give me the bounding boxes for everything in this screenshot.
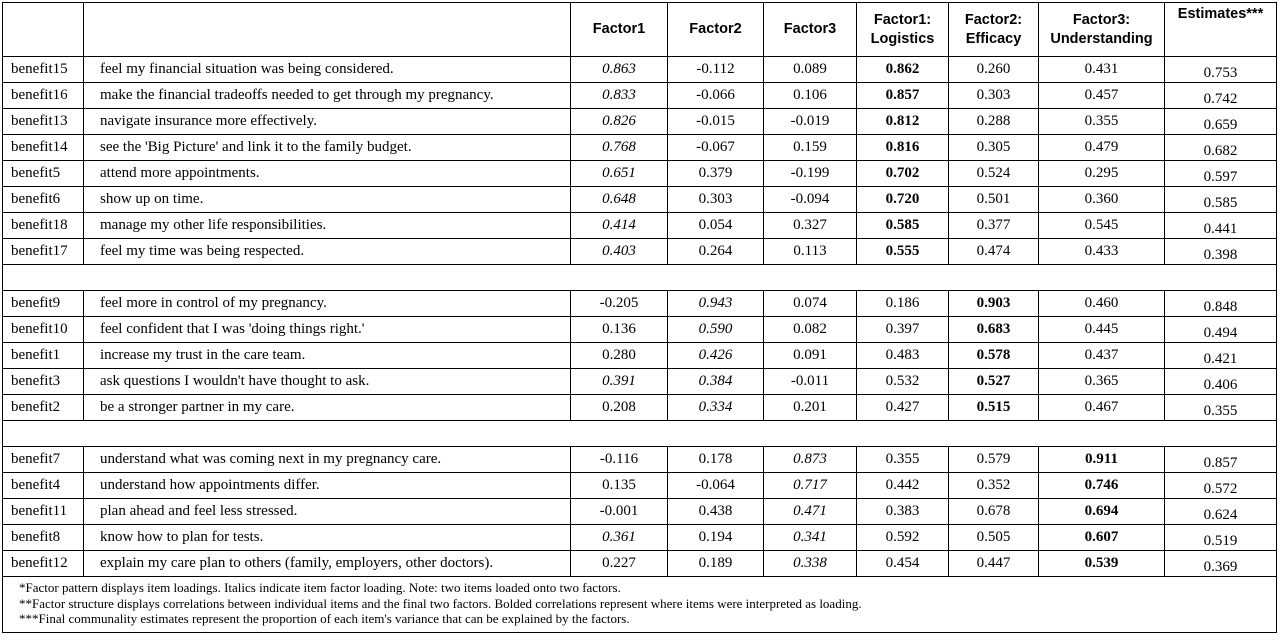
table-row xyxy=(3,499,1277,525)
structure-correlation-s1: 0.720 xyxy=(857,187,949,213)
structure-correlation-s2: 0.678 xyxy=(949,499,1039,525)
notes-row xyxy=(3,577,1277,633)
communality-estimate: 0.857 xyxy=(1165,447,1277,473)
pattern-loading-f1: 0.414 xyxy=(571,213,668,239)
item-id: benefit1 xyxy=(3,343,84,369)
item-id: benefit5 xyxy=(3,161,84,187)
structure-correlation-s3: 0.295 xyxy=(1039,161,1165,187)
pattern-loading-f3: -0.011 xyxy=(764,369,857,395)
pattern-loading-f1: 0.826 xyxy=(571,109,668,135)
header-item-cell xyxy=(84,3,571,57)
header-id-cell xyxy=(3,3,84,57)
structure-correlation-s3: 0.694 xyxy=(1039,499,1165,525)
item-text: feel confident that I was 'doing things right.' xyxy=(84,317,571,343)
pattern-loading-f3: -0.094 xyxy=(764,187,857,213)
structure-correlation-s2: 0.305 xyxy=(949,135,1039,161)
pattern-loading-f3: 0.338 xyxy=(764,551,857,577)
structure-correlation-s3: 0.437 xyxy=(1039,343,1165,369)
structure-correlation-s3: 0.365 xyxy=(1039,369,1165,395)
pattern-loading-f1: 0.403 xyxy=(571,239,668,265)
structure-correlation-s3: 0.360 xyxy=(1039,187,1165,213)
item-text: attend more appointments. xyxy=(84,161,571,187)
table-row xyxy=(3,161,1277,187)
header-estimates: Estimates*** xyxy=(1165,3,1277,57)
item-text: feel my financial situation was being considered. xyxy=(84,57,571,83)
item-id: benefit6 xyxy=(3,187,84,213)
pattern-loading-f1: 0.208 xyxy=(571,395,668,421)
group-separator-row xyxy=(3,421,1277,447)
pattern-loading-f2: -0.015 xyxy=(668,109,764,135)
structure-correlation-s1: 0.555 xyxy=(857,239,949,265)
item-id: benefit8 xyxy=(3,525,84,551)
pattern-loading-f1: 0.135 xyxy=(571,473,668,499)
header-structure1-line2: Logistics xyxy=(870,30,935,47)
item-text: ask questions I wouldn't have thought to ask. xyxy=(84,369,571,395)
structure-correlation-s2: 0.377 xyxy=(949,213,1039,239)
structure-correlation-s1: 0.592 xyxy=(857,525,949,551)
item-text: make the financial tradeoffs needed to get through my pregnancy. xyxy=(84,83,571,109)
structure-correlation-s3: 0.479 xyxy=(1039,135,1165,161)
communality-estimate: 0.572 xyxy=(1165,473,1277,499)
pattern-loading-f3: 0.873 xyxy=(764,447,857,473)
pattern-loading-f1: -0.116 xyxy=(571,447,668,473)
pattern-loading-f1: -0.205 xyxy=(571,291,668,317)
pattern-loading-f1: 0.227 xyxy=(571,551,668,577)
group-separator-cell xyxy=(3,265,1277,291)
table-row xyxy=(3,473,1277,499)
structure-correlation-s3: 0.539 xyxy=(1039,551,1165,577)
item-id: benefit12 xyxy=(3,551,84,577)
pattern-loading-f2: 0.303 xyxy=(668,187,764,213)
structure-correlation-s1: 0.383 xyxy=(857,499,949,525)
pattern-loading-f1: 0.833 xyxy=(571,83,668,109)
header-structure2 xyxy=(949,3,1039,57)
communality-estimate: 0.398 xyxy=(1165,239,1277,265)
footnote-1: *Factor pattern displays item loadings. Italics indicate item factor loading. Note: two items loaded onto two factors. xyxy=(19,580,621,595)
pattern-loading-f2: 0.178 xyxy=(668,447,764,473)
pattern-loading-f3: 0.089 xyxy=(764,57,857,83)
communality-estimate: 0.369 xyxy=(1165,551,1277,577)
structure-correlation-s3: 0.911 xyxy=(1039,447,1165,473)
pattern-loading-f2: 0.384 xyxy=(668,369,764,395)
table-row xyxy=(3,135,1277,161)
item-id: benefit11 xyxy=(3,499,84,525)
communality-estimate: 0.848 xyxy=(1165,291,1277,317)
pattern-loading-f2: -0.067 xyxy=(668,135,764,161)
pattern-loading-f1: 0.651 xyxy=(571,161,668,187)
pattern-loading-f1: -0.001 xyxy=(571,499,668,525)
item-text: be a stronger partner in my care. xyxy=(84,395,571,421)
structure-correlation-s2: 0.260 xyxy=(949,57,1039,83)
pattern-loading-f2: -0.064 xyxy=(668,473,764,499)
structure-correlation-s1: 0.857 xyxy=(857,83,949,109)
item-text: see the 'Big Picture' and link it to the family budget. xyxy=(84,135,571,161)
structure-correlation-s1: 0.702 xyxy=(857,161,949,187)
table-row xyxy=(3,369,1277,395)
pattern-loading-f3: 0.471 xyxy=(764,499,857,525)
item-text: navigate insurance more effectively. xyxy=(84,109,571,135)
communality-estimate: 0.597 xyxy=(1165,161,1277,187)
pattern-loading-f3: 0.113 xyxy=(764,239,857,265)
item-text: understand how appointments differ. xyxy=(84,473,571,499)
communality-estimate: 0.406 xyxy=(1165,369,1277,395)
pattern-loading-f1: 0.280 xyxy=(571,343,668,369)
structure-correlation-s1: 0.483 xyxy=(857,343,949,369)
structure-correlation-s1: 0.442 xyxy=(857,473,949,499)
header-structure2-line1: Factor2: xyxy=(964,11,1023,28)
header-factor3: Factor3 xyxy=(764,3,857,57)
item-text: understand what was coming next in my pregnancy care. xyxy=(84,447,571,473)
structure-correlation-s1: 0.186 xyxy=(857,291,949,317)
structure-correlation-s3: 0.545 xyxy=(1039,213,1165,239)
pattern-loading-f2: 0.189 xyxy=(668,551,764,577)
structure-correlation-s3: 0.460 xyxy=(1039,291,1165,317)
table-row xyxy=(3,317,1277,343)
communality-estimate: 0.742 xyxy=(1165,83,1277,109)
pattern-loading-f3: 0.341 xyxy=(764,525,857,551)
table-row xyxy=(3,525,1277,551)
structure-correlation-s2: 0.524 xyxy=(949,161,1039,187)
table-row xyxy=(3,395,1277,421)
pattern-loading-f2: 0.379 xyxy=(668,161,764,187)
pattern-loading-f1: 0.768 xyxy=(571,135,668,161)
structure-correlation-s2: 0.903 xyxy=(949,291,1039,317)
table-row xyxy=(3,109,1277,135)
item-id: benefit16 xyxy=(3,83,84,109)
table-row xyxy=(3,187,1277,213)
structure-correlation-s3: 0.355 xyxy=(1039,109,1165,135)
item-text: feel my time was being respected. xyxy=(84,239,571,265)
header-structure3 xyxy=(1039,3,1165,57)
item-id: benefit15 xyxy=(3,57,84,83)
communality-estimate: 0.585 xyxy=(1165,187,1277,213)
structure-correlation-s3: 0.746 xyxy=(1039,473,1165,499)
pattern-loading-f3: 0.159 xyxy=(764,135,857,161)
header-structure3-line1: Factor3: xyxy=(1072,11,1131,28)
table-row xyxy=(3,291,1277,317)
header-structure2-line2: Efficacy xyxy=(965,30,1022,47)
header-row xyxy=(3,3,1277,57)
item-id: benefit4 xyxy=(3,473,84,499)
pattern-loading-f3: 0.074 xyxy=(764,291,857,317)
table-row xyxy=(3,83,1277,109)
structure-correlation-s3: 0.457 xyxy=(1039,83,1165,109)
item-text: know how to plan for tests. xyxy=(84,525,571,551)
structure-correlation-s2: 0.527 xyxy=(949,369,1039,395)
structure-correlation-s1: 0.427 xyxy=(857,395,949,421)
table-row xyxy=(3,343,1277,369)
factor-loadings-table xyxy=(2,2,1277,633)
item-id: benefit13 xyxy=(3,109,84,135)
pattern-loading-f2: -0.066 xyxy=(668,83,764,109)
item-id: benefit3 xyxy=(3,369,84,395)
notes-cell xyxy=(3,577,1277,633)
table-row xyxy=(3,213,1277,239)
pattern-loading-f2: 0.264 xyxy=(668,239,764,265)
table-body xyxy=(3,57,1277,577)
pattern-loading-f2: 0.334 xyxy=(668,395,764,421)
structure-correlation-s2: 0.352 xyxy=(949,473,1039,499)
pattern-loading-f1: 0.361 xyxy=(571,525,668,551)
pattern-loading-f3: 0.717 xyxy=(764,473,857,499)
pattern-loading-f2: 0.426 xyxy=(668,343,764,369)
item-text: feel more in control of my pregnancy. xyxy=(84,291,571,317)
structure-correlation-s3: 0.433 xyxy=(1039,239,1165,265)
structure-correlation-s3: 0.445 xyxy=(1039,317,1165,343)
table-row xyxy=(3,447,1277,473)
item-text: increase my trust in the care team. xyxy=(84,343,571,369)
header-factor2: Factor2 xyxy=(668,3,764,57)
structure-correlation-s1: 0.862 xyxy=(857,57,949,83)
footnote-2: **Factor structure displays correlations between individual items and the final two factors. Bolded correlations represent where items were interpreted as loading. xyxy=(19,595,862,611)
structure-correlation-s2: 0.505 xyxy=(949,525,1039,551)
header-factor1: Factor1 xyxy=(571,3,668,57)
group-separator-cell xyxy=(3,421,1277,447)
pattern-loading-f3: 0.327 xyxy=(764,213,857,239)
structure-correlation-s3: 0.467 xyxy=(1039,395,1165,421)
table-row xyxy=(3,551,1277,577)
structure-correlation-s1: 0.585 xyxy=(857,213,949,239)
structure-correlation-s2: 0.501 xyxy=(949,187,1039,213)
pattern-loading-f1: 0.136 xyxy=(571,317,668,343)
pattern-loading-f3: -0.019 xyxy=(764,109,857,135)
pattern-loading-f1: 0.648 xyxy=(571,187,668,213)
structure-correlation-s1: 0.532 xyxy=(857,369,949,395)
communality-estimate: 0.624 xyxy=(1165,499,1277,525)
communality-estimate: 0.682 xyxy=(1165,135,1277,161)
pattern-loading-f3: 0.106 xyxy=(764,83,857,109)
structure-correlation-s2: 0.515 xyxy=(949,395,1039,421)
pattern-loading-f1: 0.863 xyxy=(571,57,668,83)
header-structure1-line1: Factor1: xyxy=(873,11,932,28)
pattern-loading-f1: 0.391 xyxy=(571,369,668,395)
item-id: benefit18 xyxy=(3,213,84,239)
structure-correlation-s1: 0.812 xyxy=(857,109,949,135)
pattern-loading-f3: 0.091 xyxy=(764,343,857,369)
structure-correlation-s2: 0.288 xyxy=(949,109,1039,135)
structure-correlation-s3: 0.431 xyxy=(1039,57,1165,83)
communality-estimate: 0.421 xyxy=(1165,343,1277,369)
group-separator-row xyxy=(3,265,1277,291)
table-row xyxy=(3,239,1277,265)
communality-estimate: 0.441 xyxy=(1165,213,1277,239)
structure-correlation-s2: 0.474 xyxy=(949,239,1039,265)
item-text: manage my other life responsibilities. xyxy=(84,213,571,239)
communality-estimate: 0.355 xyxy=(1165,395,1277,421)
pattern-loading-f3: 0.201 xyxy=(764,395,857,421)
communality-estimate: 0.659 xyxy=(1165,109,1277,135)
item-id: benefit14 xyxy=(3,135,84,161)
item-id: benefit17 xyxy=(3,239,84,265)
communality-estimate: 0.494 xyxy=(1165,317,1277,343)
structure-correlation-s2: 0.683 xyxy=(949,317,1039,343)
pattern-loading-f2: 0.194 xyxy=(668,525,764,551)
structure-correlation-s1: 0.454 xyxy=(857,551,949,577)
header-structure3-line2: Understanding xyxy=(1050,30,1153,47)
item-text: explain my care plan to others (family, employers, other doctors). xyxy=(84,551,571,577)
communality-estimate: 0.519 xyxy=(1165,525,1277,551)
item-id: benefit10 xyxy=(3,317,84,343)
pattern-loading-f3: -0.199 xyxy=(764,161,857,187)
pattern-loading-f3: 0.082 xyxy=(764,317,857,343)
structure-correlation-s1: 0.816 xyxy=(857,135,949,161)
structure-correlation-s2: 0.303 xyxy=(949,83,1039,109)
structure-correlation-s2: 0.579 xyxy=(949,447,1039,473)
pattern-loading-f2: -0.112 xyxy=(668,57,764,83)
pattern-loading-f2: 0.054 xyxy=(668,213,764,239)
header-structure1 xyxy=(857,3,949,57)
pattern-loading-f2: 0.590 xyxy=(668,317,764,343)
item-text: plan ahead and feel less stressed. xyxy=(84,499,571,525)
structure-correlation-s2: 0.578 xyxy=(949,343,1039,369)
item-id: benefit7 xyxy=(3,447,84,473)
pattern-loading-f2: 0.943 xyxy=(668,291,764,317)
communality-estimate: 0.753 xyxy=(1165,57,1277,83)
table-row xyxy=(3,57,1277,83)
item-id: benefit9 xyxy=(3,291,84,317)
structure-correlation-s1: 0.355 xyxy=(857,447,949,473)
item-id: benefit2 xyxy=(3,395,84,421)
structure-correlation-s2: 0.447 xyxy=(949,551,1039,577)
structure-correlation-s1: 0.397 xyxy=(857,317,949,343)
structure-correlation-s3: 0.607 xyxy=(1039,525,1165,551)
footnote-3: ***Final communality estimates represent the proportion of each item's variance that can be explained by the factors. xyxy=(19,611,630,626)
item-text: show up on time. xyxy=(84,187,571,213)
pattern-loading-f2: 0.438 xyxy=(668,499,764,525)
